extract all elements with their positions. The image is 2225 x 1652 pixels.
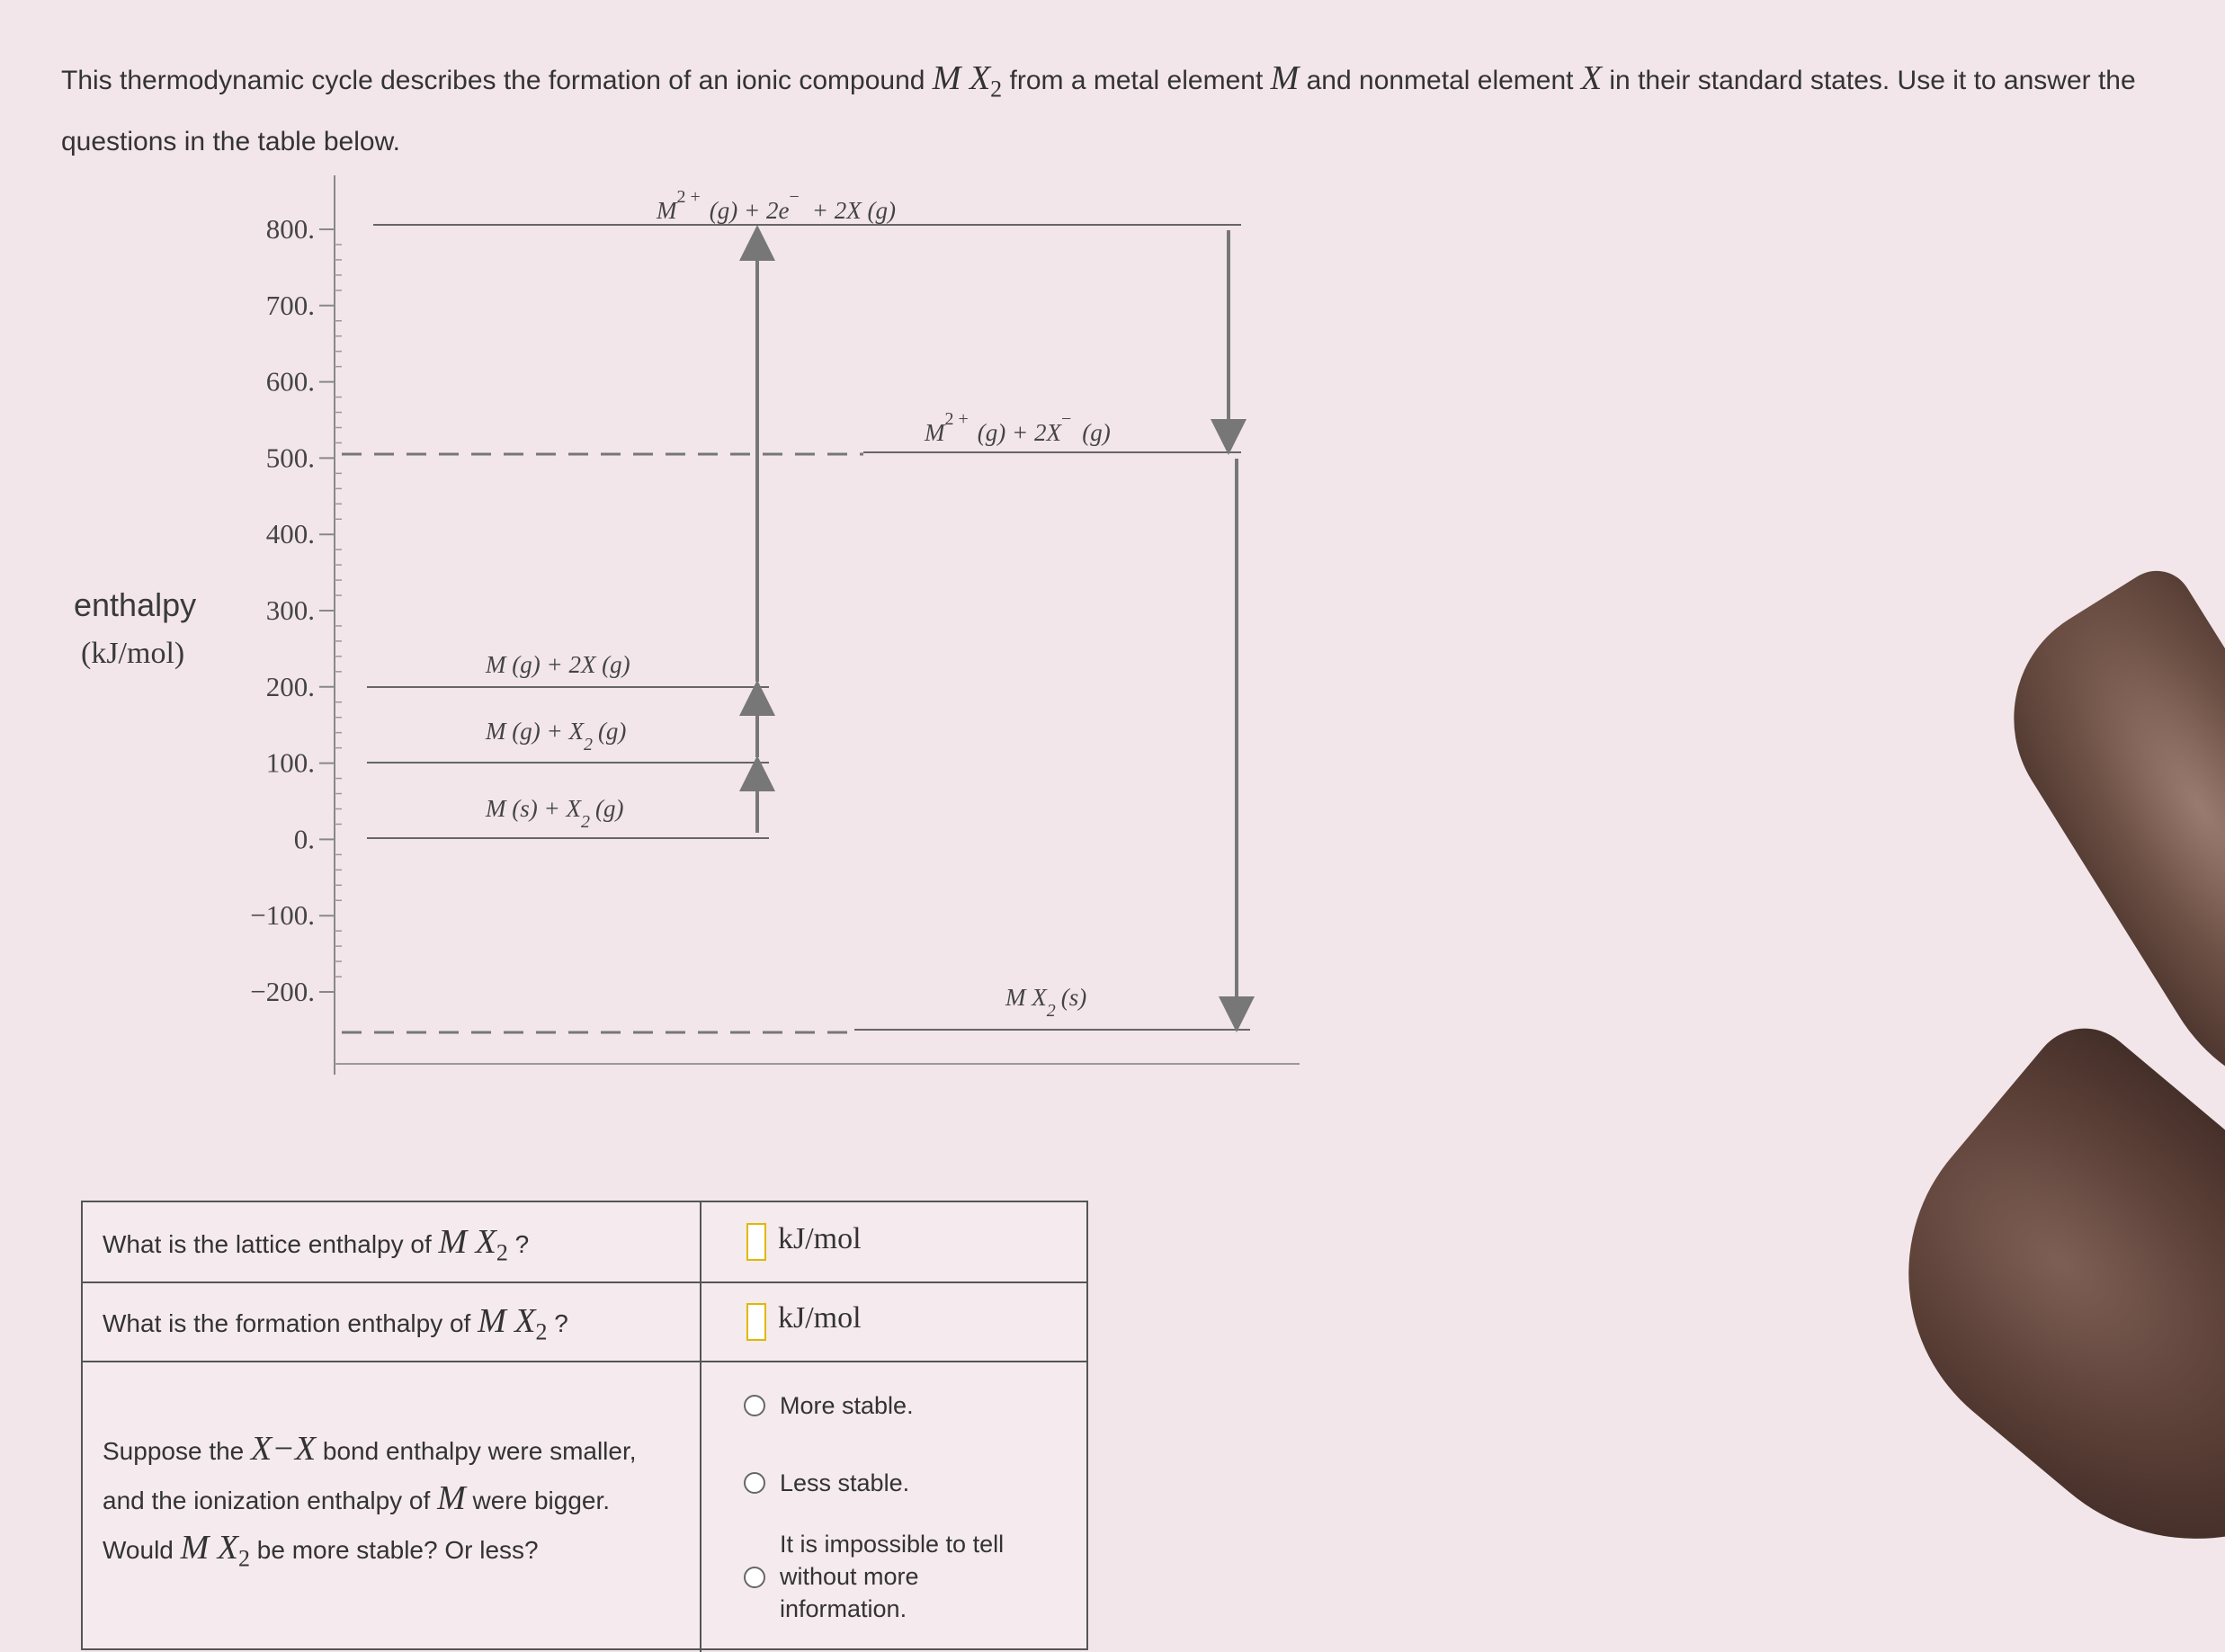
table-row-lattice	[83, 1202, 1086, 1283]
y-tick-label: 100.	[265, 746, 315, 779]
question-lattice: What is the lattice enthalpy of M $X_2$ ?	[103, 1223, 530, 1266]
intro-part: from a metal element	[1002, 66, 1271, 95]
option-less-stable: Less stable.	[780, 1469, 910, 1496]
label-atoms-level: M (g) + 2X (g)	[486, 651, 630, 678]
label-standard-level: M $(s) + X_2$ (g)	[486, 795, 624, 832]
intro-part: in their standard states. Use it to answer the questions in the table below.	[61, 66, 2136, 156]
question-cell	[83, 1202, 701, 1281]
unit-label: kJ/mol	[778, 1301, 862, 1335]
cycle-arrows	[757, 230, 1237, 1014]
metal-symbol: M	[1270, 59, 1300, 97]
radio-impossible-to-tell[interactable]	[744, 1567, 765, 1588]
table-row-stability	[83, 1362, 1086, 1652]
enthalpy-cycle-diagram	[0, 0, 1313, 1106]
finger-photo-overlay	[1836, 1006, 2225, 1620]
unit-label: kJ/mol	[778, 1222, 862, 1255]
question-table	[81, 1201, 1088, 1650]
radio-less-stable[interactable]	[744, 1472, 765, 1494]
intro-part: and nonmetal element	[1299, 66, 1581, 95]
formation-enthalpy-input[interactable]	[746, 1303, 766, 1341]
question-cell	[83, 1362, 701, 1652]
table-row-formation	[83, 1283, 1086, 1362]
compound-formula: M $X_2$	[438, 1223, 508, 1266]
y-tick-label: 300.	[265, 594, 315, 626]
y-axis	[335, 175, 1300, 1075]
compound-formula: M $X_2$	[932, 59, 1003, 103]
y-tick-label: 0.	[293, 823, 315, 855]
y-tick-label: 400.	[265, 518, 315, 550]
y-tick-label: 700.	[265, 289, 315, 321]
y-tick-labels	[250, 213, 315, 1007]
y-tick-label: 800.	[265, 213, 315, 245]
y-axis-label: enthalpy	[74, 586, 197, 623]
intro-part: This thermodynamic cycle describes the formation of an ionic compound	[61, 66, 933, 95]
energy-levels	[342, 225, 1250, 1032]
y-tick-label: −200.	[250, 976, 315, 1007]
label-product-level: M $X_2$ (s)	[1005, 984, 1087, 1021]
compound-formula: M $X_2$	[478, 1302, 548, 1345]
option-more-stable: More stable.	[780, 1392, 914, 1419]
option-impossible-to-tell: It is impossible to tell without more information.	[780, 1531, 1005, 1622]
y-tick-label: 600.	[265, 365, 315, 397]
y-tick-label: 500.	[265, 442, 315, 474]
nonmetal-symbol: X	[1580, 59, 1603, 97]
radio-more-stable[interactable]	[744, 1395, 765, 1416]
label-top-level: $M^{2 +}$ (g) + 2e− + 2X (g)	[657, 187, 896, 224]
question-cell	[83, 1283, 701, 1361]
y-axis-unit: (kJ/mol)	[81, 637, 185, 670]
y-tick-label: −100.	[250, 899, 315, 932]
y-ticks	[319, 229, 342, 992]
question-stability: Suppose the X−X bond enthalpy were smaller, and the ionization enthalpy of M were bigger. Would M $X_2$ be more stable? Or less?	[103, 1430, 637, 1572]
question-formation: What is the formation enthalpy of M $X_2$ ?	[103, 1302, 568, 1345]
lattice-enthalpy-input[interactable]	[746, 1223, 766, 1261]
y-tick-label: 200.	[265, 670, 315, 702]
label-gas-metal-level: M $(g) + X_2$ (g)	[486, 718, 627, 755]
label-ions-level: $M^{2 +}$ (g) + 2X− (g)	[925, 409, 1111, 446]
